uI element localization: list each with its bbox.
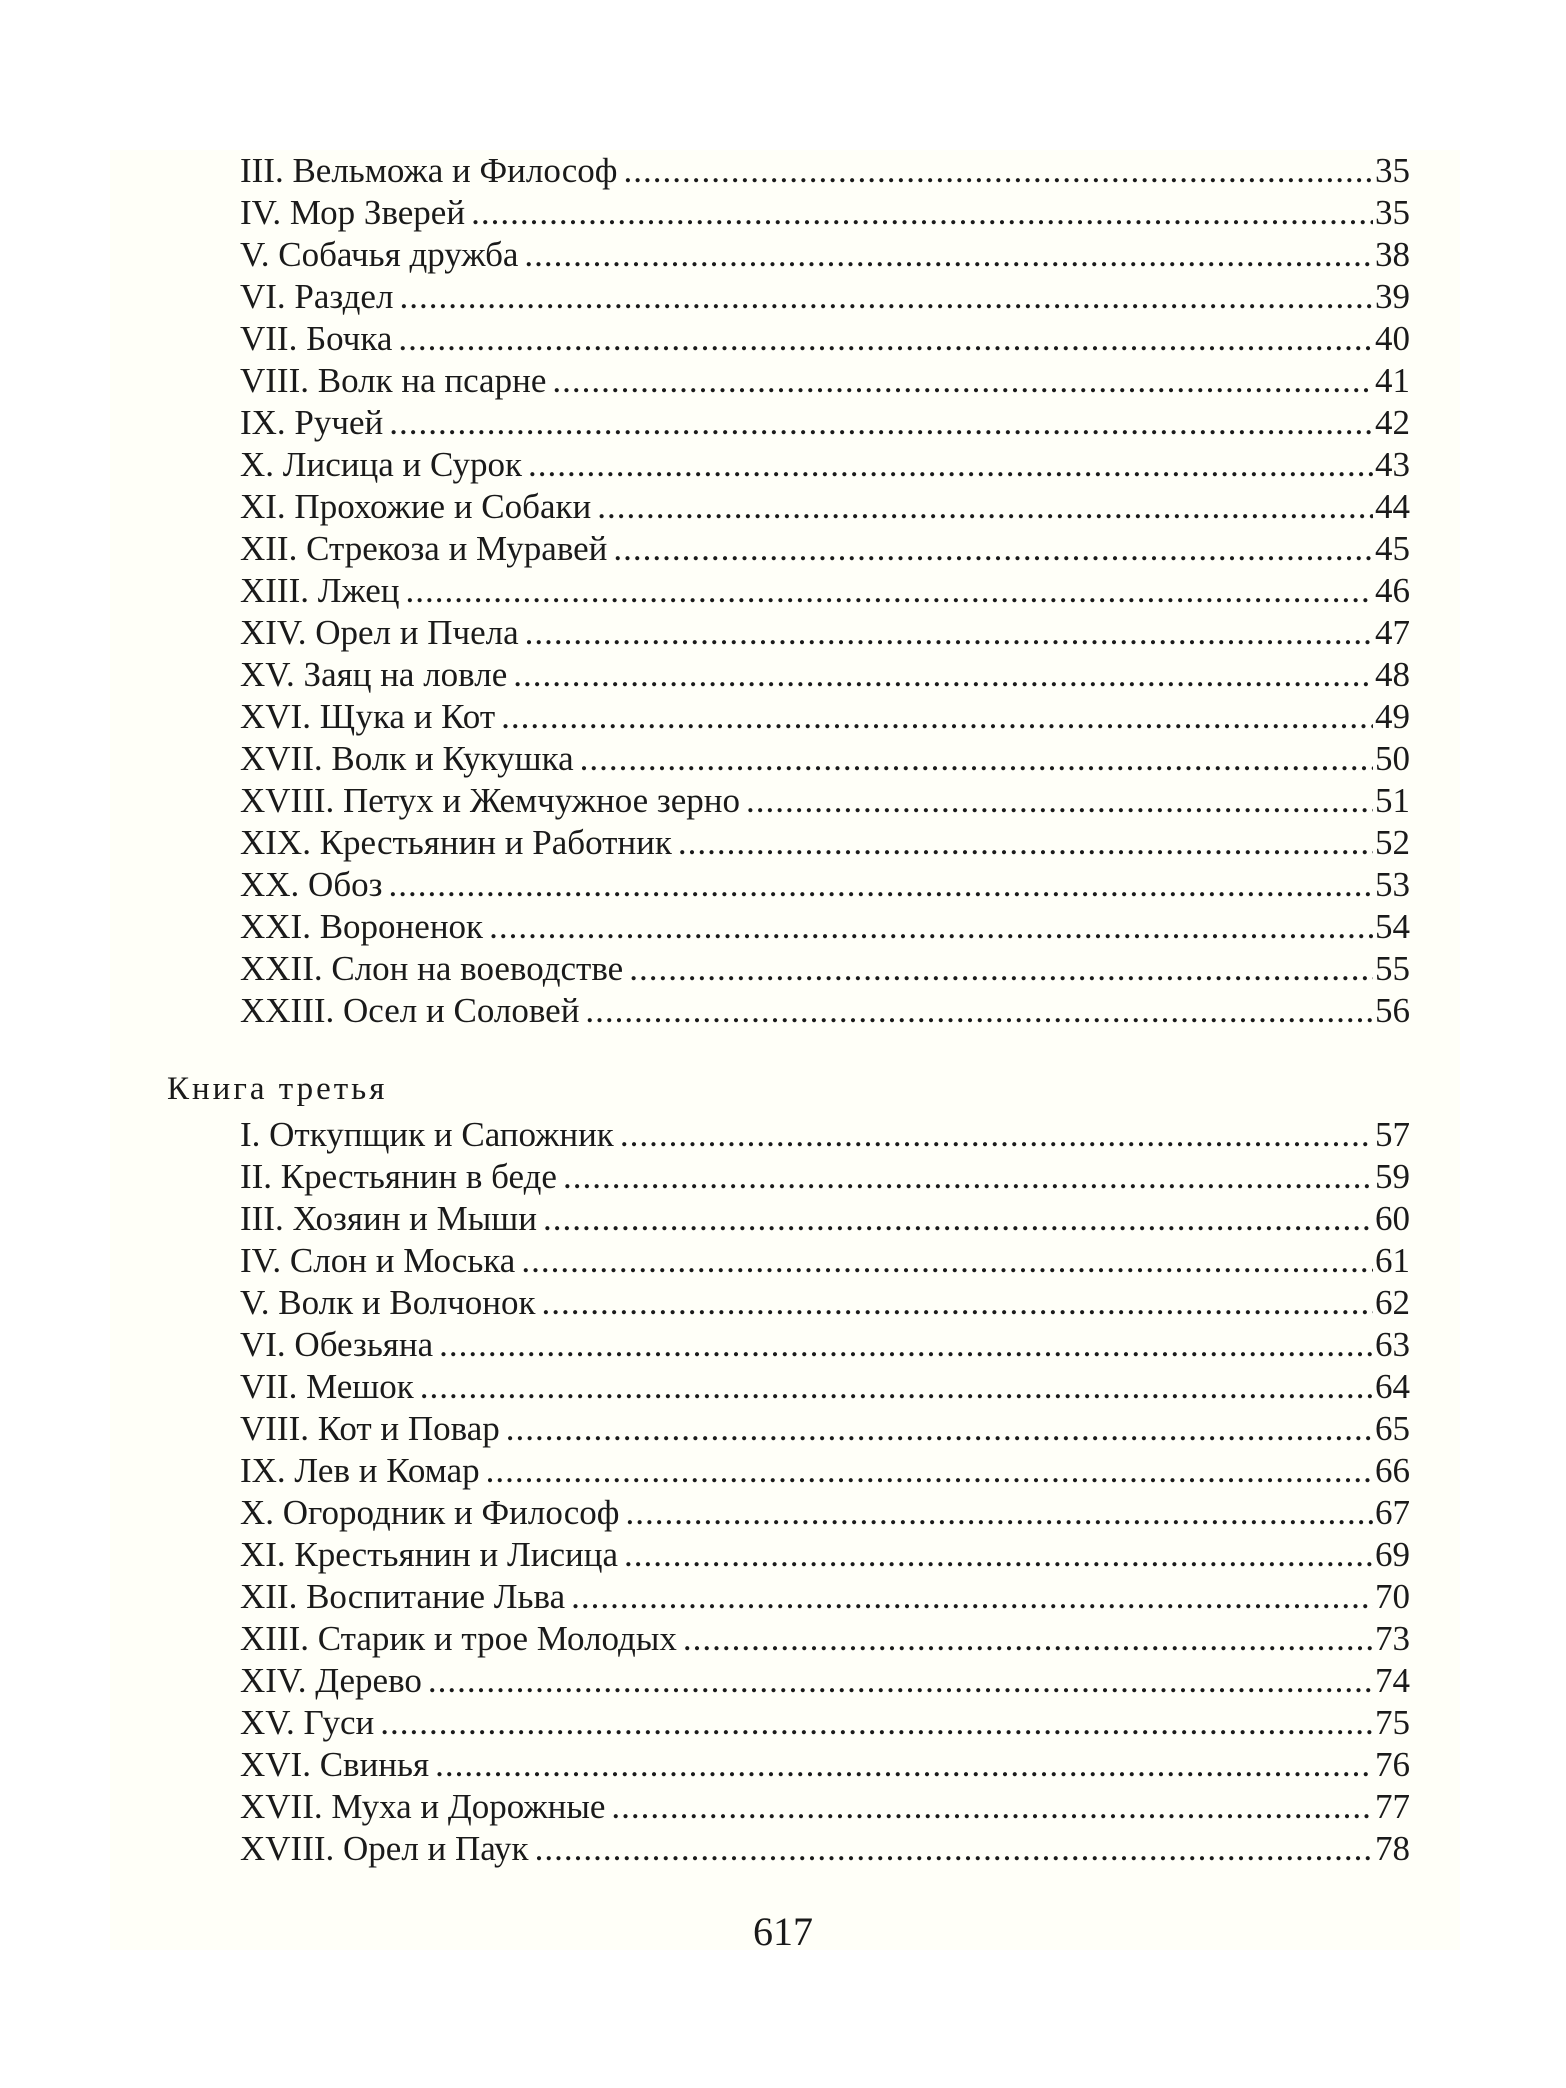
toc-entry (240, 1744, 1410, 1786)
toc-dot-leader (399, 276, 1373, 318)
toc-entry-title: X. Огородник и Философ (240, 1493, 620, 1532)
toc-entry-title: VIII. Кот и Повар (240, 1409, 500, 1448)
toc-dot-leader (428, 1660, 1373, 1702)
toc-dot-leader (678, 822, 1373, 864)
section-heading: Книга третья (167, 1071, 388, 1107)
toc-entry-title: XIII. Старик и трое Молодых (240, 1619, 677, 1658)
toc-dot-leader (625, 1492, 1373, 1534)
toc-entry-page: 78 (1375, 1829, 1410, 1868)
toc-entry (240, 1408, 1410, 1450)
toc-entry-page: 76 (1375, 1745, 1410, 1784)
toc-dot-leader (524, 234, 1373, 276)
toc-entry-title: XXIII. Осел и Соловей (240, 991, 580, 1030)
toc-entry-title: I. Откупщик и Сапожник (240, 1115, 614, 1154)
page-number: 617 (753, 1909, 813, 1954)
toc-entry-page: 35 (1375, 193, 1410, 232)
toc-dot-leader (585, 990, 1373, 1032)
toc-entry-page: 47 (1375, 613, 1410, 652)
toc-entry (240, 1366, 1410, 1408)
toc-entry-page: 45 (1375, 529, 1410, 568)
toc-entry-title: VI. Обезьяна (240, 1325, 434, 1364)
toc-dot-leader (506, 1408, 1373, 1450)
toc-dot-leader (543, 1198, 1373, 1240)
toc-entry (240, 1450, 1410, 1492)
toc-entry-page: 50 (1375, 739, 1410, 778)
toc-entry-title: XX. Обоз (240, 865, 383, 904)
toc-entry-title: XI. Крестьянин и Лисица (240, 1535, 618, 1574)
toc-dot-leader (611, 1786, 1373, 1828)
toc-entry-title: XII. Стрекоза и Муравей (240, 529, 608, 568)
toc-entry-title: XVI. Свинья (240, 1745, 430, 1784)
toc-dot-leader (624, 1534, 1373, 1576)
toc-entry (240, 1492, 1410, 1534)
toc-entry-title: V. Волк и Волчонок (240, 1283, 536, 1322)
toc-entry-title: IV. Слон и Моська (240, 1241, 516, 1280)
toc-entry-title: VII. Мешок (240, 1367, 414, 1406)
toc-entry-page: 56 (1375, 991, 1410, 1030)
toc-entry (240, 1282, 1410, 1324)
toc-dot-leader (563, 1156, 1373, 1198)
toc-entry-title: XIII. Лжец (240, 571, 400, 610)
toc-dot-leader (580, 738, 1373, 780)
toc-dot-leader (501, 696, 1373, 738)
toc-dot-leader (542, 1282, 1373, 1324)
toc-dot-leader (597, 486, 1373, 528)
toc-entry-page: 40 (1375, 319, 1410, 358)
toc-dot-leader (388, 864, 1373, 906)
toc-entry-page: 63 (1375, 1325, 1410, 1364)
toc-entry (240, 906, 1410, 948)
toc-dot-leader (521, 1240, 1373, 1282)
toc-entry (240, 822, 1410, 864)
toc-entry-page: 61 (1375, 1241, 1410, 1280)
toc-entry (240, 1702, 1410, 1744)
toc-entry-page: 59 (1375, 1157, 1410, 1196)
toc-entry (240, 1534, 1410, 1576)
toc-entry (240, 1828, 1410, 1870)
toc-entry (240, 1156, 1410, 1198)
toc-entry-title: XIV. Дерево (240, 1661, 422, 1700)
toc-dot-leader (620, 1114, 1373, 1156)
toc-entry-page: 69 (1375, 1535, 1410, 1574)
toc-entry-title: XXII. Слон на воеводстве (240, 949, 624, 988)
toc-entry-title: III. Хозяин и Мыши (240, 1199, 537, 1238)
toc-dot-leader (380, 1702, 1373, 1744)
toc-entry-title: XVI. Щука и Кот (240, 697, 496, 736)
toc-entry-title: X. Лисица и Сурок (240, 445, 522, 484)
toc-entry-page: 43 (1375, 445, 1410, 484)
toc-entry-page: 51 (1375, 781, 1410, 820)
toc-dot-leader (629, 948, 1373, 990)
toc-dot-leader (486, 1450, 1373, 1492)
toc-dot-leader (528, 444, 1373, 486)
toc-dot-leader (683, 1618, 1373, 1660)
toc-entry-page: 48 (1375, 655, 1410, 694)
toc-dot-leader (435, 1744, 1373, 1786)
toc-entry (240, 1786, 1410, 1828)
toc-entry-title: XII. Воспитание Льва (240, 1577, 566, 1616)
toc-entry-page: 38 (1375, 235, 1410, 274)
toc-entry-page: 67 (1375, 1493, 1410, 1532)
toc-entry (240, 696, 1410, 738)
toc-entry (240, 1240, 1410, 1282)
toc-entry-title: XVIII. Петух и Жемчужное зерно (240, 781, 741, 820)
toc-dot-leader (489, 906, 1373, 948)
toc-entry-title: VI. Раздел (240, 277, 394, 316)
toc-entry-title: IV. Мор Зверей (240, 193, 466, 232)
toc-entry (240, 1576, 1410, 1618)
toc-entry (240, 780, 1410, 822)
toc-entry-page: 39 (1375, 277, 1410, 316)
toc-dot-leader (439, 1324, 1373, 1366)
toc-entry-page: 60 (1375, 1199, 1410, 1238)
toc-entry-page: 75 (1375, 1703, 1410, 1742)
toc-dot-leader (525, 612, 1373, 654)
toc-entry (240, 864, 1410, 906)
toc-entry-page: 66 (1375, 1451, 1410, 1490)
toc-dot-leader (623, 150, 1373, 192)
toc-entry-title: XIX. Крестьянин и Работник (240, 823, 672, 862)
toc-entry (240, 570, 1410, 612)
toc-entry-title: III. Вельможа и Философ (240, 151, 618, 190)
toc-dot-leader (535, 1828, 1373, 1870)
toc-entry-page: 54 (1375, 907, 1410, 946)
toc-entry-page: 74 (1375, 1661, 1410, 1700)
toc-entry (240, 402, 1410, 444)
toc-entry-title: II. Крестьянин в беде (240, 1157, 557, 1196)
toc-entry-page: 52 (1375, 823, 1410, 862)
toc-entry-title: VIII. Волк на псарне (240, 361, 547, 400)
toc-entry (240, 276, 1410, 318)
toc-dot-leader (389, 402, 1373, 444)
toc-entry-page: 44 (1375, 487, 1410, 526)
toc-entry (240, 318, 1410, 360)
toc-entry-title: IX. Лев и Комар (240, 1451, 480, 1490)
toc-entry-page: 57 (1375, 1115, 1410, 1154)
toc-entry-page: 55 (1375, 949, 1410, 988)
toc-entry-title: V. Собачья дружба (240, 235, 519, 274)
toc-dot-leader (571, 1576, 1373, 1618)
toc-entry (240, 948, 1410, 990)
toc-entry-title: XI. Прохожие и Собаки (240, 487, 592, 526)
toc-dot-leader (613, 528, 1373, 570)
toc-dot-leader (552, 360, 1373, 402)
toc-entry (240, 486, 1410, 528)
toc-entry-title: XIV. Орел и Пчела (240, 613, 519, 652)
toc-entry-title: VII. Бочка (240, 319, 393, 358)
toc-entry-page: 73 (1375, 1619, 1410, 1658)
toc-entry-page: 41 (1375, 361, 1410, 400)
toc-entry-title: XVII. Муха и Дорожные (240, 1787, 606, 1826)
toc-entry-page: 65 (1375, 1409, 1410, 1448)
toc-dot-leader (471, 192, 1373, 234)
toc-entry (240, 192, 1410, 234)
toc-entry-title: XVII. Волк и Кукушка (240, 739, 574, 778)
toc-entry-page: 35 (1375, 151, 1410, 190)
toc-dot-leader (746, 780, 1373, 822)
toc-entry (240, 528, 1410, 570)
toc-dot-leader (420, 1366, 1373, 1408)
toc-entry (240, 654, 1410, 696)
toc-entry-page: 62 (1375, 1283, 1410, 1322)
toc-entry (240, 234, 1410, 276)
toc-entry-page: 53 (1375, 865, 1410, 904)
toc-entry-page: 77 (1375, 1787, 1410, 1826)
toc-dot-leader (513, 654, 1373, 696)
toc-dot-leader (405, 570, 1373, 612)
toc-entry-page: 42 (1375, 403, 1410, 442)
toc-entry (240, 738, 1410, 780)
toc-entry-title: XV. Заяц на ловле (240, 655, 508, 694)
toc-entry-page: 70 (1375, 1577, 1410, 1616)
toc-entry (240, 150, 1410, 192)
toc-entry-title: XV. Гуси (240, 1703, 375, 1742)
toc-entry-title: XXI. Вороненок (240, 907, 484, 946)
toc-entry-page: 49 (1375, 697, 1410, 736)
toc-entry-title: XVIII. Орел и Паук (240, 1829, 529, 1868)
toc-entry (240, 444, 1410, 486)
toc-entry (240, 1114, 1410, 1156)
toc-dot-leader (398, 318, 1373, 360)
toc-entry (240, 1618, 1410, 1660)
toc-entry (240, 1198, 1410, 1240)
toc-entry-page: 46 (1375, 571, 1410, 610)
toc-entry (240, 612, 1410, 654)
toc-entry-title: IX. Ручей (240, 403, 384, 442)
toc-entry-page: 64 (1375, 1367, 1410, 1406)
toc-entry (240, 360, 1410, 402)
toc-entry (240, 990, 1410, 1032)
toc-entry (240, 1660, 1410, 1702)
toc-entry (240, 1324, 1410, 1366)
